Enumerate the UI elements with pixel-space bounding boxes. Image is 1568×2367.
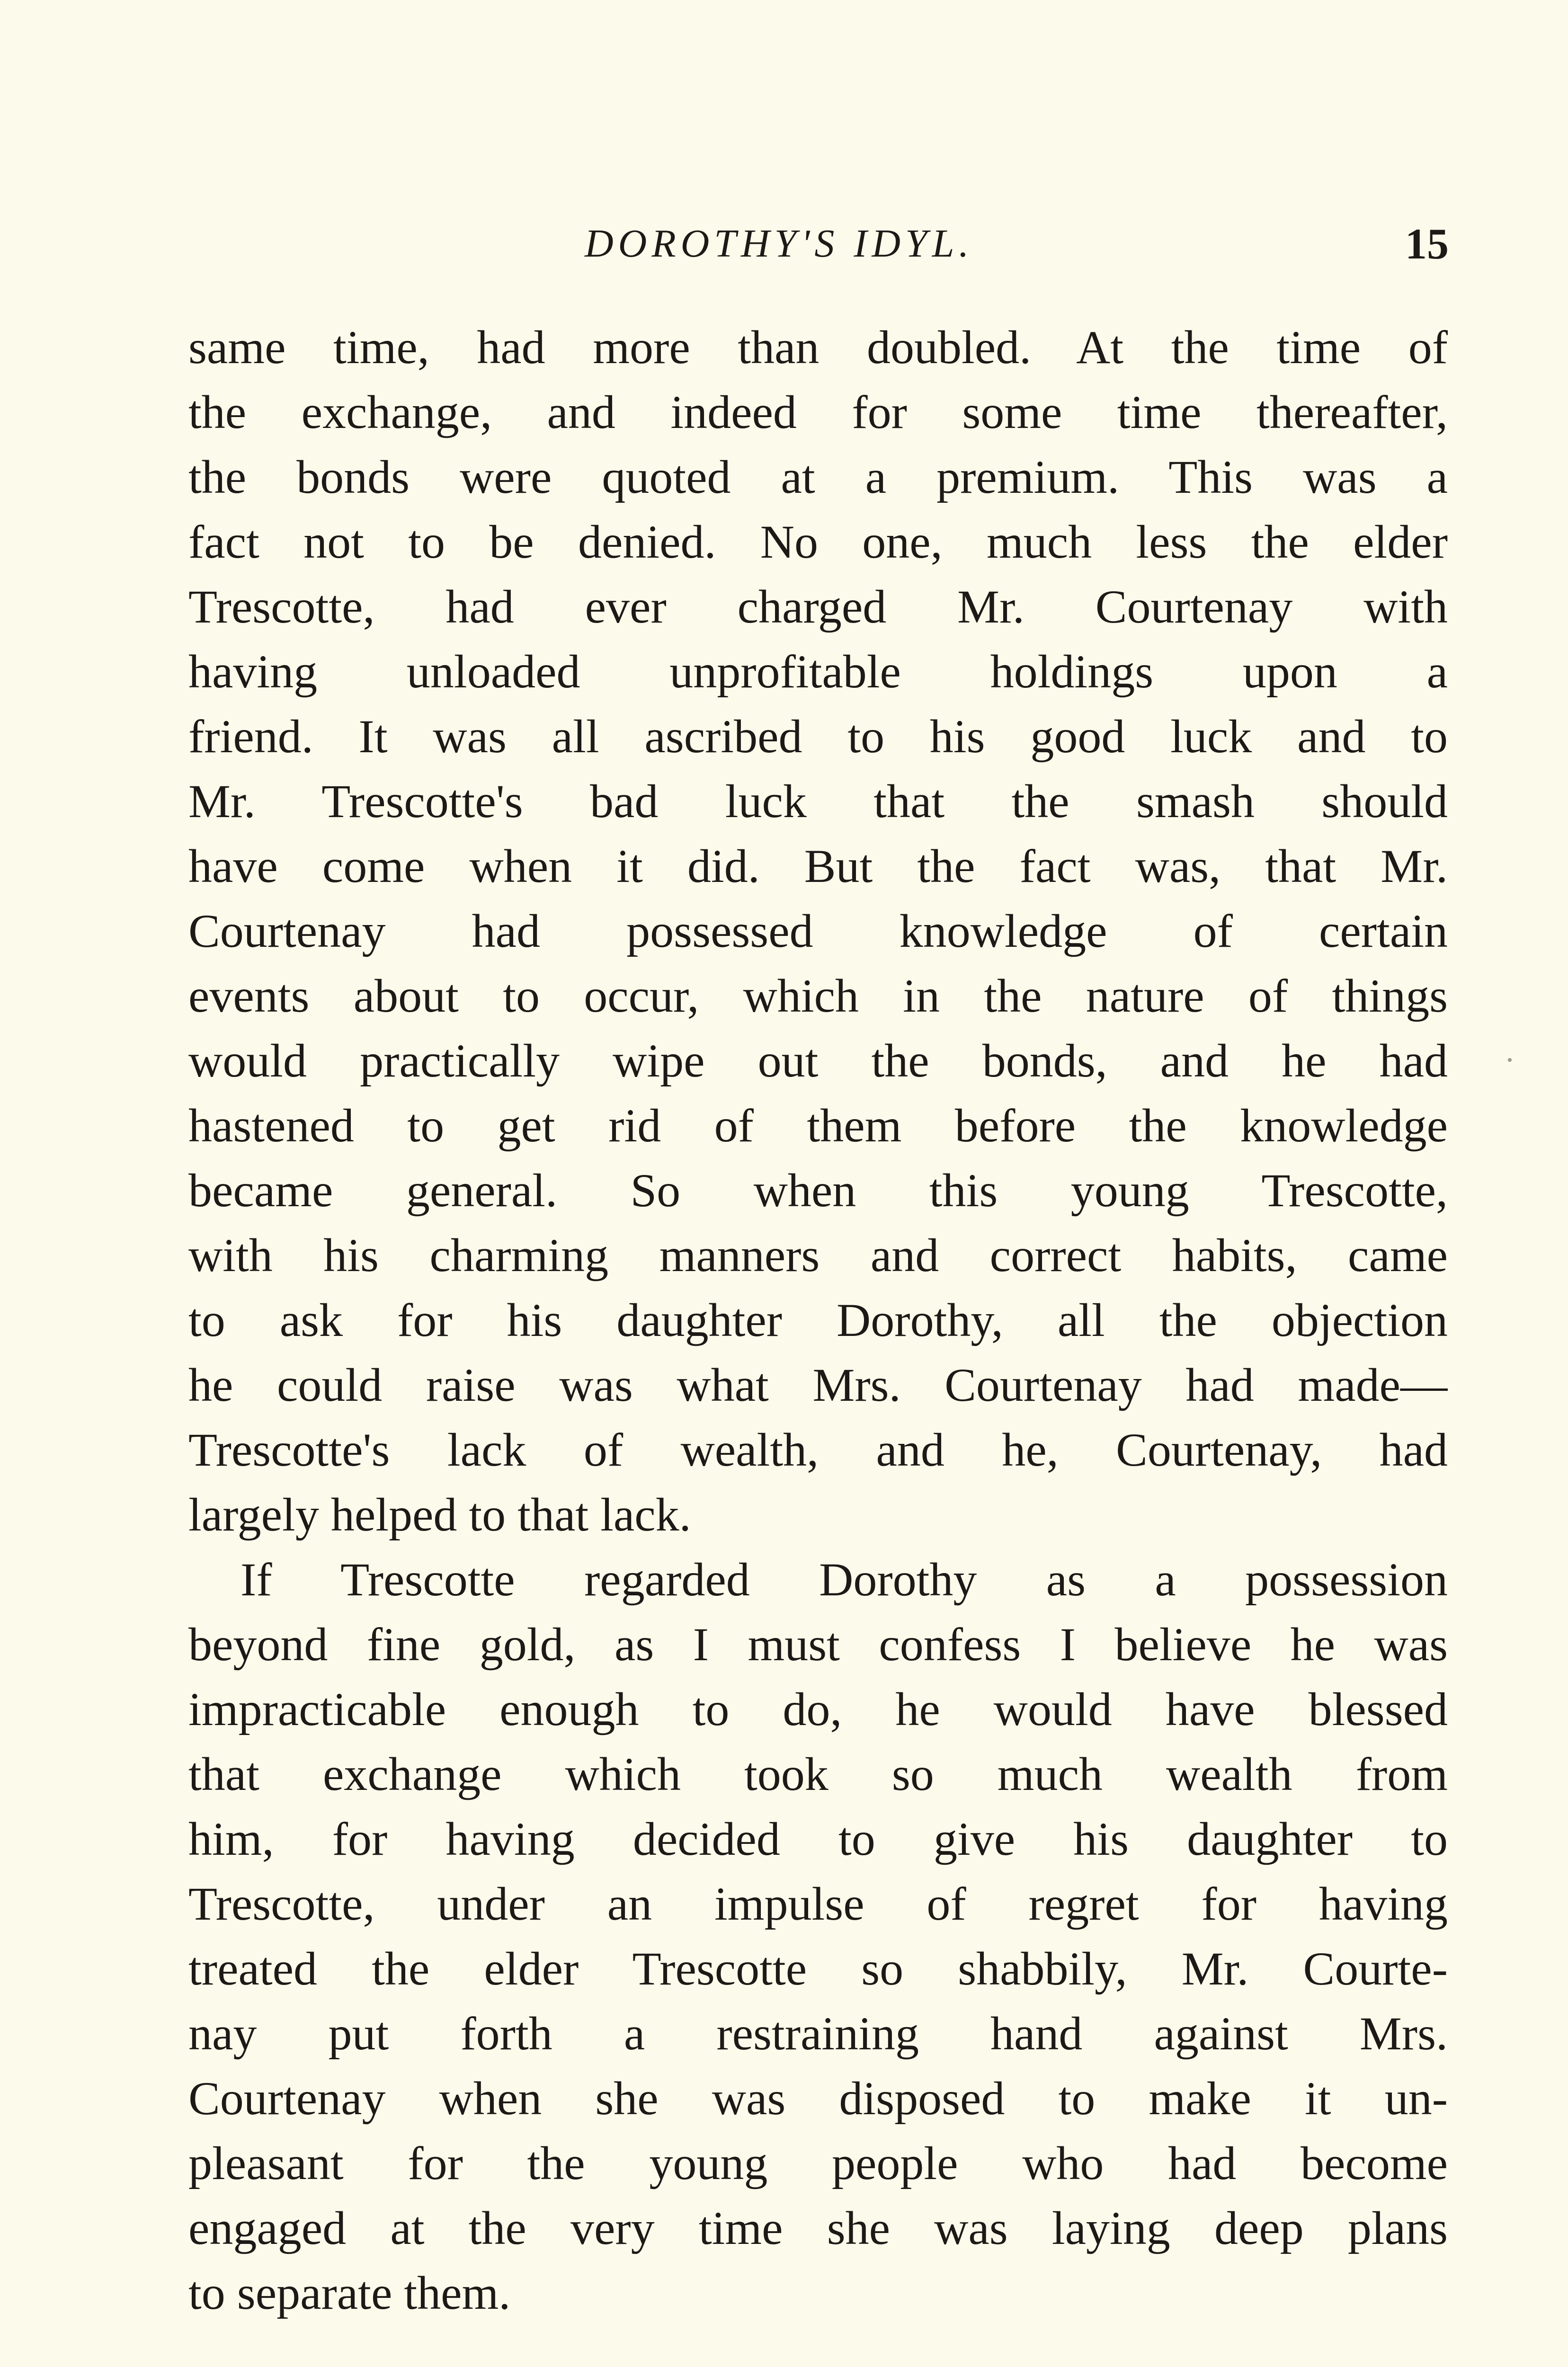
text-line: impracticable enough to do, he would have blessed bbox=[188, 1683, 1448, 1735]
running-head bbox=[192, 215, 1449, 272]
text-line: the bonds were quoted at a premium. This was a bbox=[188, 451, 1448, 503]
page-number: 15 bbox=[1405, 220, 1449, 268]
text-line: with his charming manners and correct habits, came bbox=[188, 1229, 1448, 1281]
text-line: Courtenay when she was disposed to make it un- bbox=[188, 2072, 1448, 2125]
text-line: Trescotte, had ever charged Mr. Courtenay with bbox=[188, 580, 1448, 633]
text-line: If Trescotte regarded Dorothy as a possession bbox=[241, 1553, 1448, 1606]
text-line: pleasant for the young people who had become bbox=[188, 2137, 1448, 2189]
text-line: him, for having decided to give his daughter to bbox=[188, 1813, 1448, 1865]
text-line: Trescotte's lack of wealth, and he, Courtenay, had bbox=[188, 1424, 1448, 1476]
text-line: to ask for his daughter Dorothy, all the objection bbox=[188, 1294, 1448, 1346]
text-line: Mr. Trescotte's bad luck that the smash should bbox=[188, 775, 1448, 828]
text-line: hastened to get rid of them before the knowledge bbox=[188, 1099, 1448, 1152]
text-line: Courtenay had possessed knowledge of certain bbox=[188, 905, 1448, 957]
paragraph bbox=[188, 1547, 1448, 2325]
text-line: that exchange which took so much wealth from bbox=[188, 1748, 1448, 1800]
text-line: to separate them. bbox=[188, 2267, 511, 2319]
text-line: largely helped to that lack. bbox=[188, 1488, 691, 1541]
text-line: would practically wipe out the bonds, and he had bbox=[188, 1034, 1448, 1087]
text-line: have come when it did. But the fact was, that Mr. bbox=[188, 840, 1448, 892]
paragraph bbox=[188, 315, 1448, 1547]
running-title: DOROTHY'S IDYL. bbox=[585, 222, 974, 266]
paper-speck bbox=[1508, 1058, 1512, 1062]
text-line: having unloaded unprofitable holdings upon a bbox=[188, 645, 1448, 698]
text-line: treated the elder Trescotte so shabbily, Mr. Courte- bbox=[188, 1942, 1448, 1995]
text-block bbox=[188, 315, 1448, 2325]
text-line: friend. It was all ascribed to his good luck and to bbox=[188, 710, 1448, 763]
text-line: the exchange, and indeed for some time thereafter, bbox=[188, 386, 1448, 438]
text-line: same time, had more than doubled. At the time of bbox=[188, 321, 1448, 374]
text-line: he could raise was what Mrs. Courtenay had made— bbox=[188, 1359, 1448, 1411]
text-line: beyond fine gold, as I must confess I believe he was bbox=[188, 1618, 1448, 1671]
text-line: engaged at the very time she was laying deep plans bbox=[188, 2202, 1448, 2254]
text-line: Trescotte, under an impulse of regret for having bbox=[188, 1878, 1448, 1930]
text-line: nay put forth a restraining hand against Mrs. bbox=[188, 2007, 1448, 2060]
text-line: became general. So when this young Trescotte, bbox=[188, 1164, 1448, 1217]
text-line: fact not to be denied. No one, much less the elder bbox=[188, 516, 1448, 568]
text-line: events about to occur, which in the nature of things bbox=[188, 970, 1448, 1022]
